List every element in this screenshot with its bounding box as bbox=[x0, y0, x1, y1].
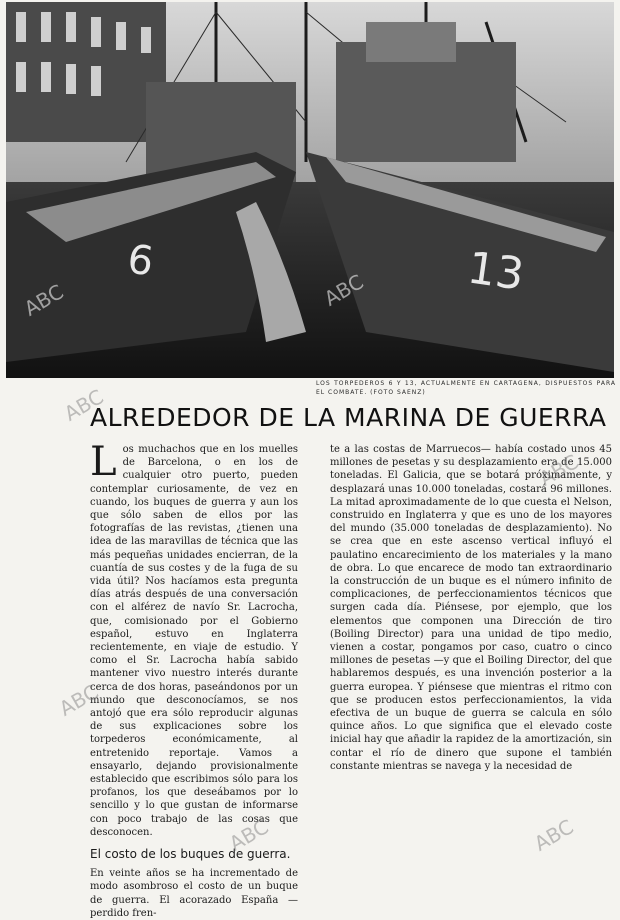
intro-text: os muchachos que en los muelles de Barcelona, o en los de cualquier otro puerto, pueden contemplar curiosamente, de vez en cuando, los buques de guerra y aun los que sólo saben de ellos por las fotografías de las revistas, ¿tienen una idea de las maravillas de técnica que las más pequeñas unidades encierran, de la cuantía de sus costes y de la fuga de su vida útil? Nos hacíamos esta pregunta días atrás después de una conversación con el alférez de navío Sr. Lacrocha, que, comisionado por el Gobierno español, estuvo en Inglaterra recientemente, en viaje de estudio. Y como el Sr. Lacrocha había sabido mantener vivo nuestro interés durante cerca de dos horas, paseándonos por un mundo que desconocíamos, se nos antojó que era sólo reproducir algunas de sus explicaciones sobre los torpederos económicamente, al entretenido reportaje. Vamos a ensayarlo, dejando provisionalmente establecido que escribimos sólo para los profanos, los que deseábamos por lo sencillo y lo que gustan de informarse con poco trabajo de las cosas que desconocen. bbox=[90, 444, 298, 838]
intro-paragraph bbox=[90, 439, 298, 839]
watermark: ABC bbox=[20, 279, 68, 321]
right-column-text: te a las costas de Marruecos— había costado unos 45 millones de pesetas y su desplazamiento era de 15.000 toneladas. El Galicia, que se botará próximamente, y desplazará unas 10.000 toneladas, costará 96 millones. La mitad aproximadamente de lo que cuesta el Nelson, construido en Inglaterra y que es uno de los mayores del mundo (35.000 toneladas de desplazamiento). No se crea que en este ascenso vertical influyó el paulatino encarecimiento de los materiales y la mano de obra. Lo que encarece de modo tan extraordinario la construcción de un buque es el número infinito de complicaciones, de perfeccionamientos técnicos que surgen cada día. Piénsese, por ejemplo, que los elementos que componen una Dirección de tiro (Boiling Director) para una unidad de tipo medio, vienen a costar, pongamos por caso, cuatro o cinco millones de pesetas —y que el Boiling Director, del que hablaremos después, es una invención posterior a la guerra europea. Y piénsese que mientras el ritmo con que se producen estos perfeccionamientos, la vida efectiva de un buque de guerra se calcula en sólo quince años. Lo que significa que el elevado coste inicial hay que añadir la rapidez de la amortización, sin contar el río de dinero que supone el también constante mientras se navega y la necesidad de bbox=[330, 444, 612, 772]
harbor-photo bbox=[6, 2, 614, 378]
watermark: ABC bbox=[535, 449, 583, 491]
drop-cap: L bbox=[90, 439, 117, 485]
torpedo-boats-image bbox=[6, 2, 614, 378]
watermark: ABC bbox=[225, 814, 273, 856]
right-column bbox=[330, 443, 612, 773]
watermark: ABC bbox=[60, 384, 108, 426]
svg-text:6: 6 bbox=[124, 236, 157, 286]
section-subhead: El costo de los buques de guerra. bbox=[90, 847, 291, 862]
left-column bbox=[90, 439, 298, 920]
article-headline: ALREDEDOR DE LA MARINA DE GUERRA bbox=[90, 403, 607, 432]
svg-text:13: 13 bbox=[464, 242, 528, 301]
watermark: ABC bbox=[55, 679, 103, 721]
body-paragraph: En veinte años se ha incrementado de modo asombroso el costo de un buque de guerra. El acorazado España —perdido fren- bbox=[90, 868, 298, 919]
watermark: ABC bbox=[530, 814, 578, 856]
watermark: ABC bbox=[320, 269, 368, 311]
photo-caption: LOS TORPEDEROS 6 Y 13, ACTUALMENTE EN CARTAGENA, DISPUESTOS PARA EL COMBATE. (FOTO SAENZ) bbox=[316, 380, 616, 396]
